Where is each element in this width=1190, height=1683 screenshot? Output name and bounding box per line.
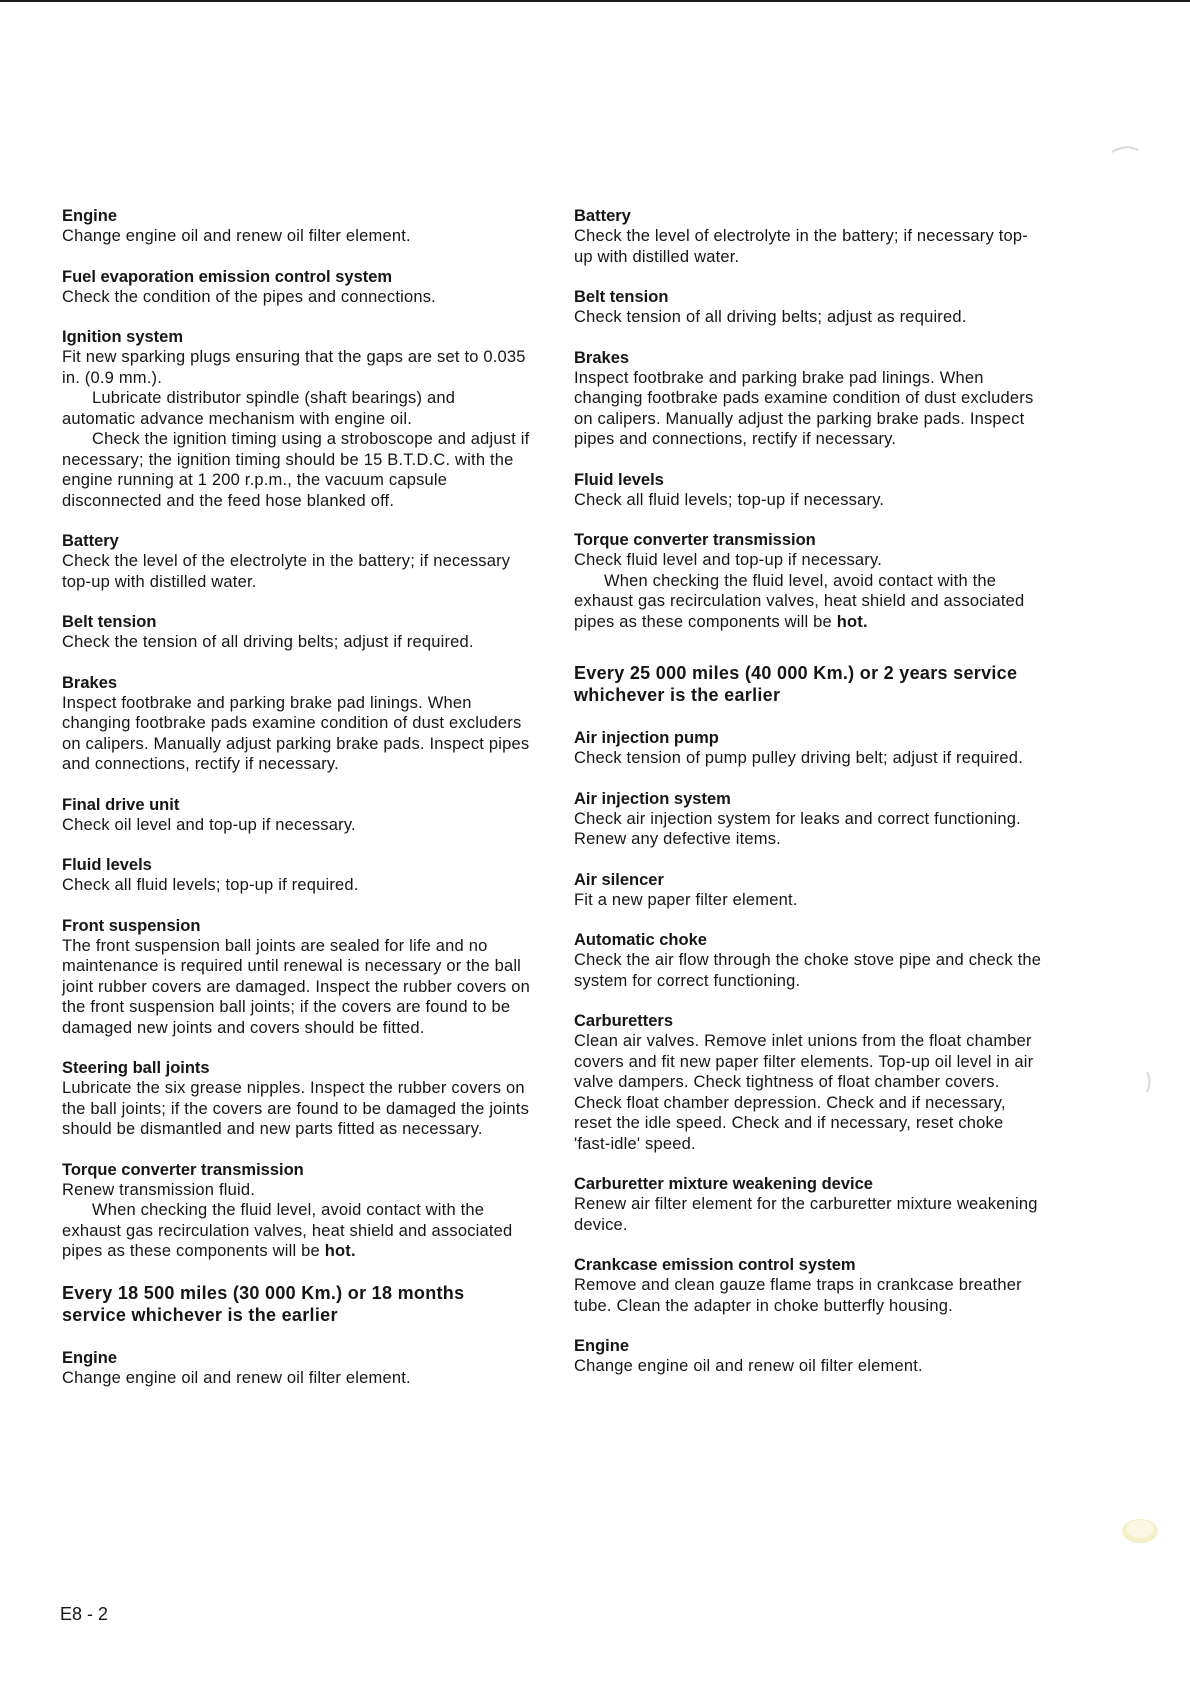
section-heading: Automatic choke bbox=[574, 931, 707, 949]
maintenance-section bbox=[574, 870, 1044, 911]
section-heading: Air silencer bbox=[574, 870, 664, 889]
section-heading: Steering ball joints bbox=[62, 1059, 210, 1077]
section-heading: Front suspension bbox=[62, 916, 201, 935]
section-body bbox=[62, 1078, 532, 1140]
maintenance-section bbox=[62, 612, 532, 653]
page-number: E8 - 2 bbox=[60, 1604, 109, 1624]
section-body bbox=[62, 632, 532, 653]
section-paragraph: Renew transmission fluid. bbox=[62, 1180, 255, 1199]
scan-smudge-top-right bbox=[1110, 142, 1140, 156]
maintenance-section bbox=[574, 348, 1044, 450]
section-body bbox=[574, 368, 1044, 450]
section-heading: Battery bbox=[574, 207, 631, 225]
section-body bbox=[62, 693, 532, 775]
interval-heading: Every 18 500 miles (30 000 Km.) or 18 months service whichever is the earlier bbox=[62, 1282, 465, 1325]
safety-note-emphasis: hot. bbox=[324, 1242, 356, 1260]
section-paragraph: Check tension of pump pulley driving belt; adjust if required. bbox=[574, 749, 1023, 767]
maintenance-section bbox=[62, 795, 532, 836]
section-paragraph: Check the ignition timing using a stroboscope and adjust if necessary; the ignition timing should be 15 B.T.D.C. with the engine running at 1 200 r.p.m., the vacuum capsule disconnected and the feed hose blanked off. bbox=[62, 430, 530, 510]
section-heading: Fuel evaporation emission control system bbox=[62, 267, 393, 286]
section-paragraph: Fit new sparking plugs ensuring that the gaps are set to 0.035 in. (0.9 mm.). bbox=[62, 348, 526, 387]
safety-note-text: When checking the fluid level, avoid contact with the exhaust gas recirculation valves, heat shield and associated pipes as these components will be bbox=[62, 1201, 513, 1260]
section-heading: Fluid levels bbox=[62, 856, 152, 874]
section-body bbox=[62, 226, 532, 247]
maintenance-section bbox=[62, 1160, 532, 1262]
section-body bbox=[62, 936, 532, 1039]
section-body bbox=[574, 1275, 1044, 1316]
maintenance-section bbox=[62, 1058, 532, 1140]
maintenance-section bbox=[574, 206, 1044, 267]
section-heading: Brakes bbox=[574, 348, 630, 367]
maintenance-section bbox=[574, 728, 1044, 769]
maintenance-section bbox=[62, 267, 532, 308]
section-paragraph: Lubricate the six grease nipples. Inspect the rubber covers on the ball joints; if the covers are found to be damaged the joints should be dismantled and new parts fitted as necessary. bbox=[62, 1079, 530, 1138]
maintenance-section bbox=[574, 1174, 1044, 1235]
section-body bbox=[574, 748, 1044, 769]
section-body bbox=[574, 890, 1044, 911]
maintenance-section bbox=[62, 673, 532, 775]
section-heading: Engine bbox=[62, 207, 118, 225]
scan-smudge-right bbox=[1144, 1070, 1154, 1094]
maintenance-section bbox=[574, 1011, 1044, 1154]
safety-note-text: When checking the fluid level, avoid contact with the exhaust gas recirculation valves, heat shield and associated pipes as these components will be bbox=[574, 571, 1025, 631]
section-heading: Carburetter mixture weakening device bbox=[574, 1175, 873, 1193]
section-body bbox=[574, 1194, 1044, 1235]
section-paragraph: Check the level of the electrolyte in the battery; if necessary top-up with distilled water. bbox=[62, 552, 511, 591]
section-paragraph: Fit a new paper filter element. bbox=[574, 890, 798, 909]
section-body bbox=[62, 551, 532, 592]
section-body bbox=[574, 809, 1044, 850]
safety-note bbox=[62, 1200, 532, 1262]
interval-heading: Every 25 000 miles (40 000 Km.) or 2 years service whichever is the earlier bbox=[574, 663, 1018, 705]
section-heading: Crankcase emission control system bbox=[574, 1256, 856, 1274]
section-paragraph: Inspect footbrake and parking brake pad linings. When changing footbrake pads examine condition of dust excluders on calipers. Manually adjust parking brake pads. Inspect pipes and connections, rectify if necessary. bbox=[62, 693, 530, 773]
section-heading: Belt tension bbox=[62, 613, 157, 631]
section-body bbox=[574, 307, 1044, 328]
section-heading: Brakes bbox=[62, 673, 118, 692]
section-body bbox=[62, 287, 532, 308]
maintenance-section bbox=[62, 1348, 532, 1389]
section-paragraph: Change engine oil and renew oil filter element. bbox=[62, 227, 411, 245]
section-paragraph: Check oil level and top-up if necessary. bbox=[62, 815, 356, 834]
section-paragraph: Check all fluid levels; top-up if necessary. bbox=[574, 490, 885, 509]
maintenance-section bbox=[574, 530, 1044, 632]
section-paragraph: Inspect footbrake and parking brake pad linings. When changing footbrake pads examine condition of dust excluders on calipers. Manually adjust the parking brake pads. Inspect pipes and connections, rectify if necessary. bbox=[574, 368, 1034, 448]
section-heading: Battery bbox=[62, 532, 119, 550]
section-paragraph: Lubricate distributor spindle (shaft bearings) and automatic advance mechanism with engine oil. bbox=[62, 389, 456, 428]
section-body bbox=[62, 1180, 532, 1262]
section-heading: Fluid levels bbox=[574, 470, 664, 489]
maintenance-section bbox=[62, 855, 532, 896]
section-body bbox=[574, 1031, 1044, 1154]
section-paragraph: Check the level of electrolyte in the battery; if necessary top-up with distilled water. bbox=[574, 227, 1028, 266]
section-heading: Air injection system bbox=[574, 789, 731, 808]
left-column bbox=[62, 206, 532, 1408]
section-body bbox=[62, 875, 532, 896]
maintenance-section bbox=[62, 531, 532, 592]
maintenance-section bbox=[574, 287, 1044, 328]
maintenance-section bbox=[574, 470, 1044, 511]
maintenance-section bbox=[574, 930, 1044, 991]
section-heading: Torque converter transmission bbox=[62, 1160, 304, 1179]
section-paragraph: The front suspension ball joints are sealed for life and no maintenance is required until renewal is necessary or the ball joint rubber covers are damaged. Inspect the rubber covers on the front suspension ball joints; if the covers are found to be damaged new joints and covers should be fitted. bbox=[62, 936, 531, 1037]
section-paragraph: Clean air valves. Remove inlet unions from the float chamber covers and fit new paper filter elements. Top-up oil level in air valve dampers. Check tightness of float chamber covers. Check float chamber depression. Check and if necessary, reset the idle speed. Check and if necessary, reset choke 'fast-idle' speed. bbox=[574, 1032, 1034, 1153]
section-paragraph: Change engine oil and renew oil filter element. bbox=[62, 1368, 411, 1387]
section-paragraph: Check all fluid levels; top-up if required. bbox=[62, 876, 359, 894]
section-heading: Belt tension bbox=[574, 288, 669, 306]
section-body bbox=[62, 815, 532, 836]
maintenance-section bbox=[574, 789, 1044, 850]
section-heading: Final drive unit bbox=[62, 795, 180, 814]
section-paragraph: Check air injection system for leaks and correct functioning. Renew any defective items. bbox=[574, 809, 1021, 848]
section-paragraph: Check fluid level and top-up if necessary. bbox=[574, 551, 883, 569]
maintenance-section bbox=[62, 916, 532, 1039]
safety-note bbox=[574, 571, 1044, 633]
section-paragraph: Change engine oil and renew oil filter element. bbox=[574, 1357, 923, 1375]
section-body bbox=[574, 226, 1044, 267]
section-body bbox=[62, 347, 532, 511]
section-heading: Air injection pump bbox=[574, 729, 719, 747]
maintenance-section bbox=[574, 1255, 1044, 1316]
section-body bbox=[574, 950, 1044, 991]
section-paragraph: Check tension of all driving belts; adjust as required. bbox=[574, 308, 967, 326]
section-heading: Ignition system bbox=[62, 328, 184, 346]
section-paragraph: Check the air flow through the choke stove pipe and check the system for correct functioning. bbox=[574, 951, 1042, 990]
section-paragraph: Remove and clean gauze flame traps in crankcase breather tube. Clean the adapter in choke butterfly housing. bbox=[574, 1276, 1022, 1315]
section-heading: Engine bbox=[574, 1337, 630, 1355]
safety-note-emphasis: hot. bbox=[836, 612, 868, 631]
section-body bbox=[574, 550, 1044, 632]
maintenance-section bbox=[62, 206, 532, 247]
section-heading: Engine bbox=[62, 1348, 118, 1367]
section-paragraph: Check the condition of the pipes and connections. bbox=[62, 287, 436, 306]
section-body bbox=[574, 1356, 1044, 1377]
maintenance-section bbox=[62, 327, 532, 511]
section-paragraph: Check the tension of all driving belts; adjust if required. bbox=[62, 633, 474, 651]
section-heading: Carburetters bbox=[574, 1012, 674, 1030]
scan-stain-bottom-right bbox=[1118, 1516, 1162, 1546]
maintenance-section bbox=[574, 1336, 1044, 1377]
section-body bbox=[574, 490, 1044, 511]
right-column bbox=[574, 206, 1044, 1397]
section-paragraph: Renew air filter element for the carburetter mixture weakening device. bbox=[574, 1195, 1038, 1234]
section-heading: Torque converter transmission bbox=[574, 531, 816, 549]
scan-top-edge bbox=[0, 0, 1190, 2]
section-body bbox=[62, 1368, 532, 1389]
